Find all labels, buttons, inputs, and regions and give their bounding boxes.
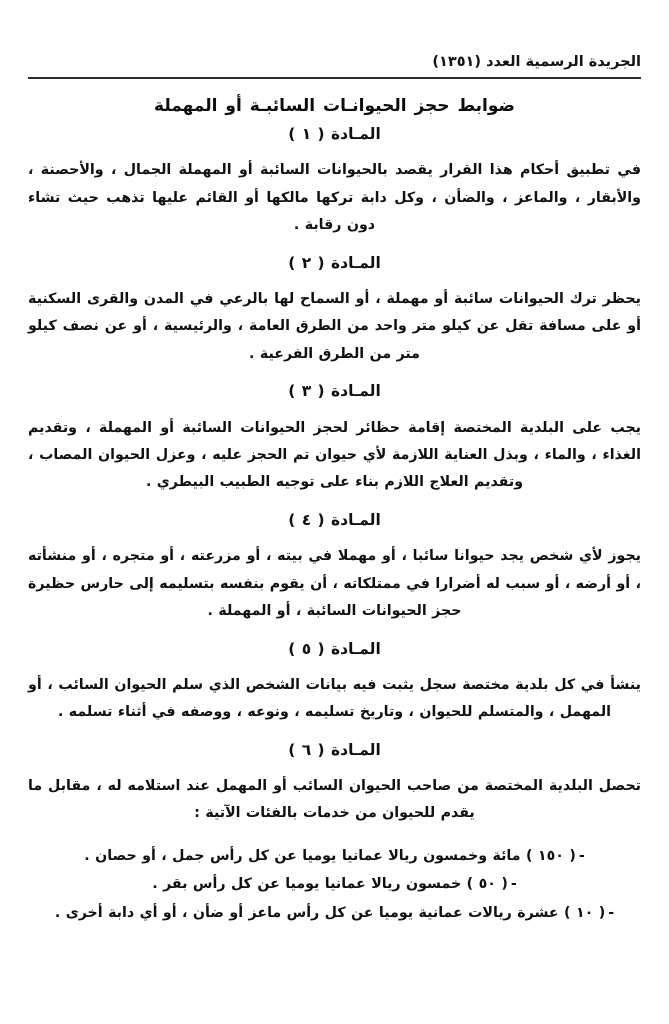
fee-list-item-text: ( ١٥٠ ) مائة وخمسون ريالا عمانيا يوميا عن كل رأس جمل ، أو حصان . xyxy=(84,848,576,865)
list-dash-marker: - xyxy=(510,876,517,893)
article-1 xyxy=(28,125,641,239)
article-2-heading: المـادة ( ٢ ) xyxy=(288,253,381,272)
article-5 xyxy=(28,640,641,727)
fee-schedule-list xyxy=(28,842,641,927)
article-6 xyxy=(28,741,641,927)
article-6-body: تحصل البلدية المختصة من صاحب الحيوان السائب أو المهمل عند استلامه له ، مقابل ما يقدم للحيوان من خدمات بالفئات الآتية : xyxy=(28,778,641,822)
running-head: الجريدة الرسمية العدد (١٣٥١) xyxy=(432,54,641,70)
article-3 xyxy=(28,382,641,496)
document-title: ضوابط حجز الحيوانـات السائبـة أو المهملة xyxy=(154,96,515,117)
page-content xyxy=(28,52,641,927)
article-1-heading: المـادة ( ١ ) xyxy=(288,125,381,144)
article-3-heading: المـادة ( ٣ ) xyxy=(288,382,381,401)
article-4-heading: المـادة ( ٤ ) xyxy=(288,511,381,530)
fee-list-item-text: ( ١٠ ) عشرة ريالات عمانية يوميا عن كل رأس ماعز أو ضأن ، أو أي دابة أخرى . xyxy=(54,904,606,921)
article-2-body: يحظر ترك الحيوانات سائبة أو مهملة ، أو السماح لها بالرعي في المدن والقرى السكنية أو على مسافة تقل عن كيلو متر واحد من الطرق العامة ، والرئيسية ، أو عن نصف كيلو متر من الطرق الفرعية . xyxy=(28,291,641,362)
article-1-body: في تطبيق أحكام هذا القرار يقصد بالحيوانات السائبة أو المهملة الجمال ، والأحصنة ، والأبقار ، والماعز ، والضأن ، وكل دابة تركها مالكها أو القائم عليها تذهب حيث تشاء دون رقابة . xyxy=(28,162,641,234)
article-5-heading: المـادة ( ٥ ) xyxy=(288,639,381,658)
fee-list-item xyxy=(28,870,641,898)
list-dash-marker: - xyxy=(578,848,585,865)
article-4-body: يجوز لأي شخص يجد حيوانا سائبا ، أو مهملا في بيته ، أو مزرعته ، أو متجره ، أو منشأته ، أو أرضه ، أو سبب له أضرارا في ممتلكاته ، أن يقوم بنفسه بتسليمه إلى حارس حظيرة حجز الحيوانات السائبة ، أو المهملة . xyxy=(28,548,641,620)
article-6-heading: المـادة ( ٦ ) xyxy=(288,740,381,759)
fee-list-item xyxy=(28,842,641,870)
header-divider-rule xyxy=(28,77,641,79)
article-3-body: يجب على البلدية المختصة إقامة حظائر لحجز الحيوانات السائبة أو المهملة ، وتقديم الغذاء ، والماء ، وبذل العناية اللازمة لأي حيوان تم الحجز عليه ، وعزل الحيوان المصاب ، وتقديم العلاج اللازم بناء على توجيه الطبيب البيطري . xyxy=(28,419,641,491)
list-dash-marker: - xyxy=(608,904,615,921)
article-2 xyxy=(28,254,641,368)
fee-list-item xyxy=(28,899,641,927)
article-4 xyxy=(28,511,641,625)
article-5-body: ينشأ في كل بلدية مختصة سجل يثبت فيه بيانات الشخص الذي سلم الحيوان السائب ، أو المهمل ، والمتسلم للحيوان ، وتاريخ تسليمه ، ونوعه ، ووصفه في أثناء تسلمه . xyxy=(28,676,641,721)
fee-list-item-text: ( ٥٠ ) خمسون ريالا عمانيا يوميا عن كل رأس بقر . xyxy=(152,876,508,893)
